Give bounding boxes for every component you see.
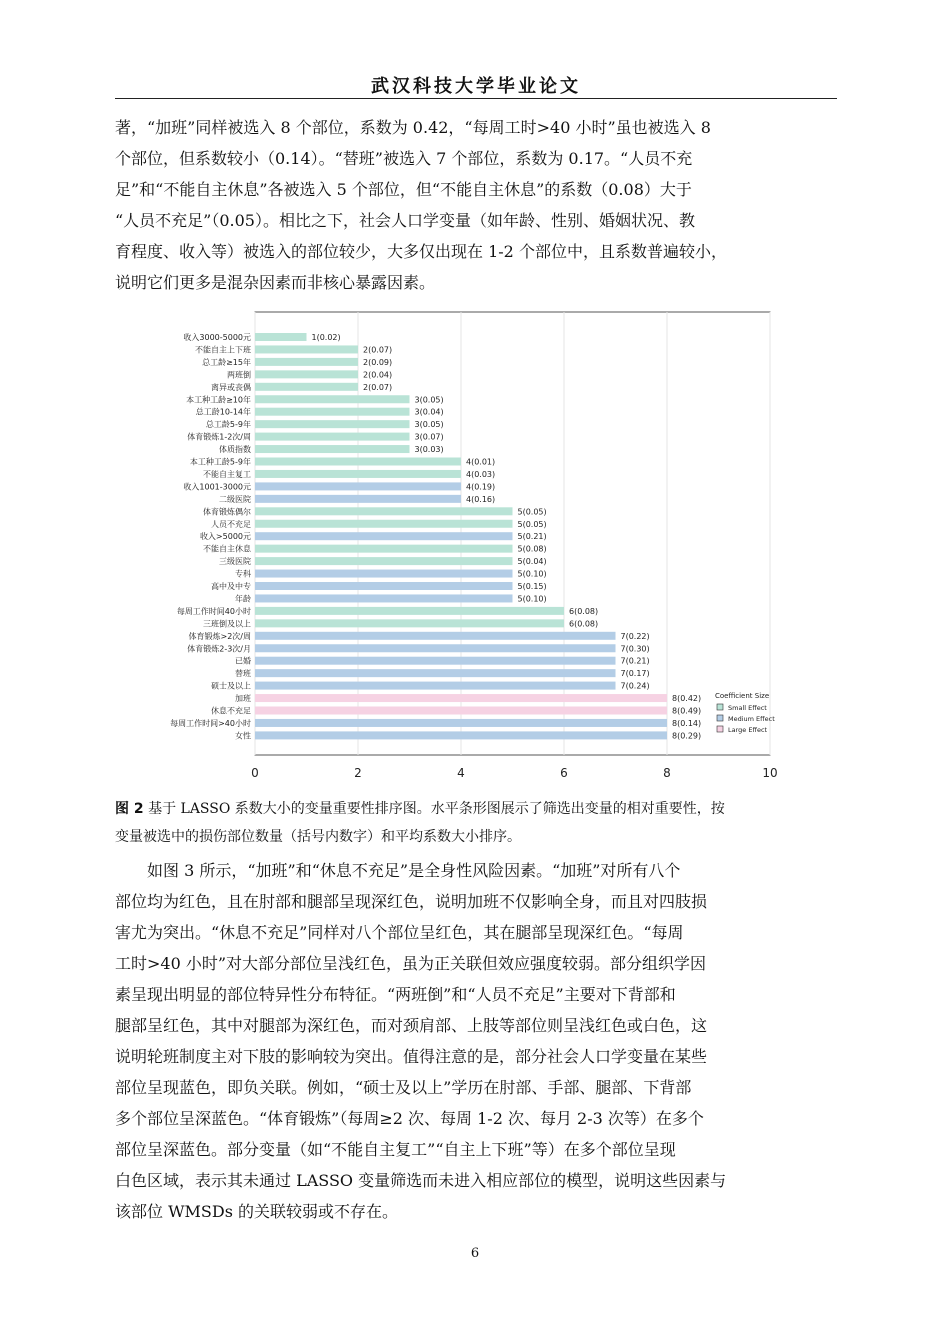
bar-category-label: 人员不充足 bbox=[211, 519, 251, 529]
bar bbox=[255, 632, 616, 640]
para1-line-2: 个部位，但系数较小（0.14）。“替班”被选入 7 个部位，系数为 0.17。“人员不充 bbox=[115, 149, 693, 168]
bar bbox=[255, 669, 616, 677]
variable-importance-bar-chart bbox=[160, 310, 790, 780]
bar-data-label: 2(0.07) bbox=[363, 345, 393, 355]
bar-data-label: 3(0.07) bbox=[414, 432, 444, 442]
bar-category-label: 本工种工龄5-9年 bbox=[189, 457, 251, 467]
para2-line-2: 部位均为红色，且在肘部和腿部呈现深红色，说明加班不仅影响全身，而且对四肢损 bbox=[115, 892, 708, 911]
bar-category-label: 收入1001-3000元 bbox=[183, 482, 251, 492]
bar-category-label: 体质指数 bbox=[219, 445, 251, 455]
bar bbox=[255, 520, 513, 528]
header-rule bbox=[115, 98, 837, 99]
bar bbox=[255, 657, 616, 665]
paragraph-1 bbox=[115, 112, 837, 298]
bar bbox=[255, 482, 461, 490]
para1-line-1: 著，“加班”同样被选入 8 个部位，系数为 0.42，“每周工时>40 小时”虽也被选入 8 bbox=[115, 118, 711, 137]
bar-category-label: 总工龄≥15年 bbox=[202, 357, 251, 367]
bar bbox=[255, 582, 513, 590]
bar-data-label: 2(0.07) bbox=[363, 382, 393, 392]
bar-data-label: 4(0.19) bbox=[466, 482, 496, 492]
para2-line-11: 白色区域，表示其未通过 LASSO 变量筛选而未进入相应部位的模型，说明这些因素与 bbox=[115, 1171, 727, 1190]
bar bbox=[255, 644, 616, 652]
legend-item-label: Large Effect bbox=[728, 726, 768, 734]
para2-line-6: 腿部呈红色，其中对腿部为深红色，而对颈肩部、上肢等部位则呈浅红色或白色，这 bbox=[115, 1016, 708, 1035]
bar bbox=[255, 532, 513, 540]
bar-category-label: 每周工作时间40小时 bbox=[176, 606, 251, 616]
bar bbox=[255, 570, 513, 578]
para2-line-7: 说明轮班制度主对下肢的影响较为突出。值得注意的是，部分社会人口学变量在某些 bbox=[115, 1047, 708, 1066]
bar-category-label: 体育锻炼2-3次/月 bbox=[187, 644, 251, 654]
bar bbox=[255, 470, 461, 478]
bar-data-label: 7(0.30) bbox=[620, 644, 650, 654]
x-tick-label: 6 bbox=[560, 766, 568, 780]
bar-category-label: 收入>5000元 bbox=[199, 532, 251, 542]
bar-data-label: 4(0.03) bbox=[466, 469, 496, 479]
bar-data-label: 5(0.04) bbox=[517, 557, 547, 567]
legend-item-label: Small Effect bbox=[728, 704, 767, 712]
bar-category-label: 不能自主休息 bbox=[203, 544, 251, 554]
para2-line-5: 素呈现出明显的部位特异性分布特征。“两班倒”和“人员不充足”主要对下背部和 bbox=[115, 985, 676, 1004]
bar bbox=[255, 594, 513, 602]
bar bbox=[255, 333, 307, 341]
bar-data-label: 5(0.21) bbox=[517, 532, 547, 542]
bar-category-label: 体育锻炼偶尔 bbox=[203, 507, 251, 517]
bar-data-label: 7(0.22) bbox=[620, 631, 650, 641]
bar-data-label: 5(0.10) bbox=[517, 594, 547, 604]
x-tick-label: 10 bbox=[762, 766, 778, 780]
bar bbox=[255, 420, 410, 428]
bar-category-label: 替班 bbox=[235, 669, 251, 679]
para2-line-3: 害尤为突出。“休息不充足”同样对八个部位呈红色，其在腿部呈现深红色。“每周 bbox=[115, 923, 684, 942]
bar-data-label: 7(0.17) bbox=[620, 669, 650, 679]
para2-line-1: 如图 3 所示，“加班”和“休息不充足”是全身性风险因素。“加班”对所有八个 bbox=[147, 861, 681, 880]
bar-data-label: 3(0.03) bbox=[414, 445, 444, 455]
para2-line-12: 该部位 WMSDs 的关联较弱或不存在。 bbox=[115, 1202, 399, 1221]
bar bbox=[255, 370, 358, 378]
legend-item-label: Medium Effect bbox=[728, 715, 775, 723]
bar-data-label: 5(0.05) bbox=[517, 519, 547, 529]
page-number: 6 bbox=[470, 1246, 480, 1261]
x-tick-label: 8 bbox=[663, 766, 671, 780]
bar-category-label: 本工种工龄≥10年 bbox=[186, 395, 251, 405]
bar-category-label: 不能自主上下班 bbox=[195, 345, 251, 355]
bar bbox=[255, 682, 616, 690]
bar-data-label: 5(0.10) bbox=[517, 569, 547, 579]
para1-line-6: 说明它们更多是混杂因素而非核心暴露因素。 bbox=[115, 273, 436, 292]
bar-data-label: 6(0.08) bbox=[569, 606, 599, 616]
bar-category-label: 总工龄10-14年 bbox=[195, 407, 251, 417]
bar-data-label: 8(0.42) bbox=[672, 694, 702, 704]
bar-category-label: 体育锻炼1-2次/周 bbox=[187, 432, 251, 442]
figure-caption bbox=[115, 795, 837, 851]
bar-category-label: 高中及中专 bbox=[211, 582, 251, 591]
bar-data-label: 7(0.24) bbox=[620, 681, 650, 691]
paragraph-2 bbox=[115, 855, 837, 1227]
para2-line-9: 多个部位呈深蓝色。“体育锻炼”（每周≥2 次、每周 1-2 次、每月 2-3 次等）在多个 bbox=[115, 1109, 704, 1128]
bar bbox=[255, 345, 358, 353]
para2-line-10: 部位呈深蓝色。部分变量（如“不能自主复工”“自主上下班”等）在多个部位呈现 bbox=[115, 1140, 676, 1159]
bar-category-label: 体育锻炼>2次/周 bbox=[188, 631, 251, 641]
para1-line-3: 足”和“不能自主休息”各被选入 5 个部位，但“不能自主休息”的系数（0.08）大于 bbox=[115, 180, 692, 199]
bar-category-label: 三级医院 bbox=[219, 557, 251, 567]
bar bbox=[255, 731, 667, 739]
legend-title: Coefficient Size bbox=[715, 692, 770, 700]
bar-category-label: 年龄 bbox=[235, 594, 251, 604]
bar-data-label: 3(0.04) bbox=[414, 407, 444, 417]
bar bbox=[255, 358, 358, 366]
bar-data-label: 8(0.49) bbox=[672, 706, 702, 716]
para1-line-5: 育程度、收入等）被选入的部位较少，大多仅出现在 1-2 个部位中，且系数普遍较小， bbox=[115, 242, 727, 261]
bar-category-label: 加班 bbox=[235, 694, 251, 704]
x-tick-label: 0 bbox=[251, 766, 259, 780]
bar-data-label: 8(0.29) bbox=[672, 731, 702, 741]
bar-data-label: 4(0.01) bbox=[466, 457, 496, 467]
page-header-title: 武汉科技大学毕业论文 bbox=[371, 76, 581, 97]
bar bbox=[255, 395, 410, 403]
bar bbox=[255, 619, 564, 627]
bar-category-label: 总工龄5-9年 bbox=[205, 420, 251, 430]
bar-data-label: 2(0.09) bbox=[363, 357, 393, 367]
bar-category-label: 不能自主复工 bbox=[203, 469, 251, 479]
caption-line-1: 基于 LASSO 系数大小的变量重要性排序图。水平条形图展示了筛选出变量的相对重要性，按 bbox=[148, 801, 725, 817]
bar-data-label: 6(0.08) bbox=[569, 619, 599, 629]
para2-line-4: 工时>40 小时”对大部分部位呈浅红色，虽为正关联但效应强度较弱。部分组织学因 bbox=[115, 954, 707, 973]
bar-data-label: 8(0.14) bbox=[672, 718, 702, 728]
bar bbox=[255, 495, 461, 503]
x-tick-label: 4 bbox=[457, 766, 465, 780]
caption-label: 图 2 bbox=[115, 801, 144, 817]
bar-data-label: 1(0.02) bbox=[311, 333, 341, 342]
bar-data-label: 7(0.21) bbox=[620, 656, 650, 666]
bar-category-label: 二级医院 bbox=[219, 494, 251, 504]
bar bbox=[255, 707, 667, 715]
bar bbox=[255, 445, 410, 453]
bar bbox=[255, 383, 358, 391]
bar-data-label: 3(0.05) bbox=[414, 420, 444, 430]
bar-data-label: 5(0.05) bbox=[517, 507, 547, 517]
legend-swatch bbox=[717, 704, 723, 710]
bar-category-label: 专科 bbox=[235, 569, 251, 579]
bar-data-label: 5(0.15) bbox=[517, 582, 547, 591]
bar-data-label: 4(0.16) bbox=[466, 494, 496, 504]
para2-line-8: 部位呈现蓝色，即负关联。例如，“硕士及以上”学历在肘部、手部、腿部、下背部 bbox=[115, 1078, 692, 1097]
bar bbox=[255, 557, 513, 565]
bar-category-label: 硕士及以上 bbox=[211, 681, 251, 691]
caption-line-2: 变量被选中的损伤部位数量（括号内数字）和平均系数大小排序。 bbox=[115, 829, 521, 845]
bar-category-label: 女性 bbox=[235, 731, 251, 741]
x-tick-label: 2 bbox=[354, 766, 362, 780]
legend-swatch bbox=[717, 726, 723, 732]
bar-category-label: 两班倒 bbox=[227, 370, 251, 380]
bar-category-label: 离异或丧偶 bbox=[211, 382, 251, 392]
bar-data-label: 3(0.05) bbox=[414, 395, 444, 405]
bar-category-label: 每周工作时间>40小时 bbox=[170, 718, 251, 728]
bar bbox=[255, 458, 461, 466]
bar bbox=[255, 545, 513, 553]
bar bbox=[255, 694, 667, 702]
bar-data-label: 5(0.08) bbox=[517, 544, 547, 554]
bar bbox=[255, 607, 564, 615]
bar bbox=[255, 408, 410, 416]
bar-category-label: 收入3000-5000元 bbox=[183, 333, 251, 342]
bar-data-label: 2(0.04) bbox=[363, 370, 393, 380]
bar-category-label: 已婚 bbox=[235, 656, 251, 666]
bar bbox=[255, 433, 410, 441]
bar-category-label: 三班倒及以上 bbox=[203, 619, 251, 629]
bar bbox=[255, 507, 513, 515]
para1-line-4: “人员不充足”（0.05）。相比之下，社会人口学变量（如年龄、性别、婚姻状况、教 bbox=[115, 211, 695, 230]
bar bbox=[255, 719, 667, 727]
legend-swatch bbox=[717, 715, 723, 721]
bar-category-label: 休息不充足 bbox=[211, 706, 251, 716]
